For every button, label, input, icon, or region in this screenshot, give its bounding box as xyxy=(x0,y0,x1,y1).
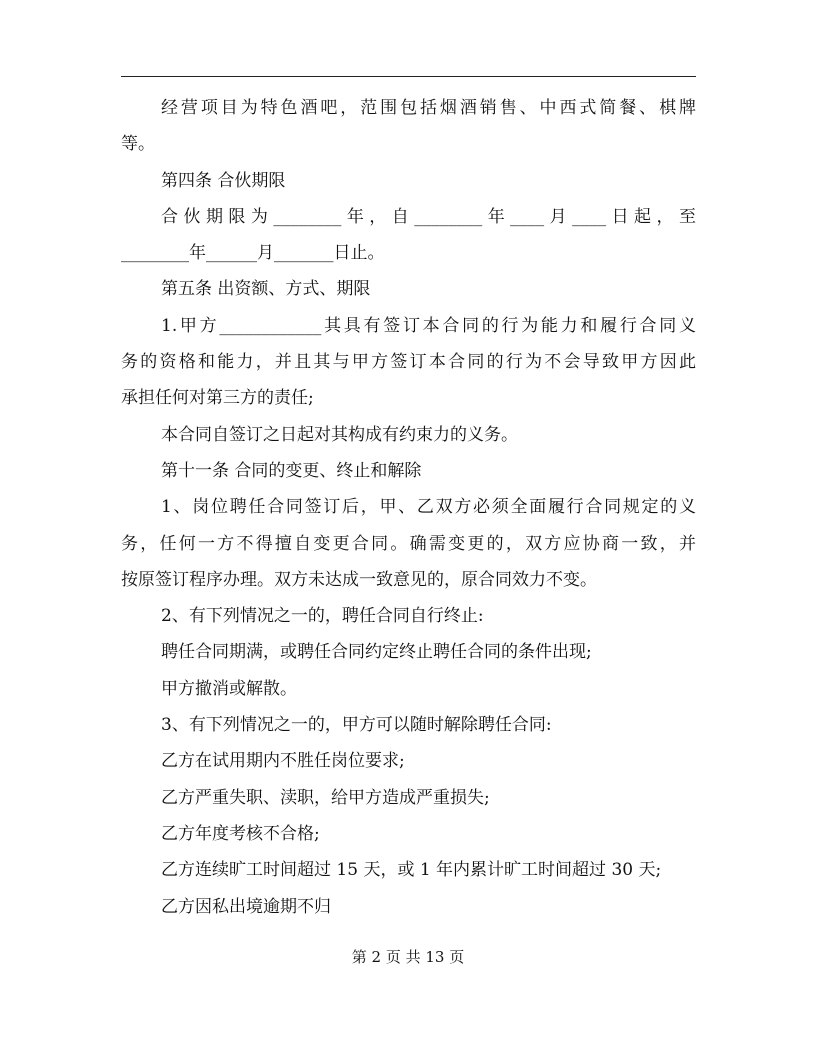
paragraph-line-16: 聘任合同期满，或聘任合同约定终止聘任合同的条件出现; xyxy=(161,642,592,663)
paragraph-line-15: 2、有下列情况之一的，聘任合同自行终止: xyxy=(161,606,484,627)
paragraph-line-4: 合伙期限为________年，自________年____月____日起，至 xyxy=(161,206,696,227)
paragraph-line-22: 乙方连续旷工时间超过 15 天，或 1 年内累计旷工时间超过 30 天; xyxy=(161,860,662,881)
paragraph-line-19: 乙方在试用期内不胜任岗位要求; xyxy=(161,751,405,772)
header-rule xyxy=(121,76,696,77)
page-number-footer: 第 2 页 共 13 页 xyxy=(351,948,465,966)
article-heading-5: 第五条 出资额、方式、期限 xyxy=(161,279,371,300)
paragraph-line-10: 本合同自签订之日起对其构成有约束力的义务。 xyxy=(161,424,518,445)
paragraph-line-12: 1、岗位聘任合同签订后，甲、乙双方必须全面履行合同规定的义 xyxy=(161,497,696,518)
paragraph-line-9: 承担任何对第三方的责任; xyxy=(121,388,314,409)
paragraph-line-14: 按原签订程序办理。双方未达成一致意见的，原合同效力不变。 xyxy=(121,569,597,590)
paragraph-line-8: 务的资格和能力，并且其与甲方签订本合同的行为不会导致甲方因此 xyxy=(121,352,696,373)
article-heading-4: 第四条 合伙期限 xyxy=(161,170,286,191)
paragraph-line-23: 乙方因私出境逾期不归 xyxy=(161,896,331,917)
paragraph-line-18: 3、有下列情况之一的，甲方可以随时解除聘任合同: xyxy=(161,715,552,736)
document-body xyxy=(121,90,696,925)
paragraph-line-7: 1.甲方____________其具有签订本合同的行为能力和履行合同义 xyxy=(161,315,696,336)
paragraph-line-1: 经营项目为特色酒吧，范围包括烟酒销售、中西式简餐、棋牌 xyxy=(161,98,696,118)
paragraph-line-17: 甲方撤消或解散。 xyxy=(161,678,297,699)
paragraph-line-5: ________年______月_______日止。 xyxy=(121,243,385,264)
paragraph-line-21: 乙方年度考核不合格; xyxy=(161,823,320,844)
article-heading-11: 第十一条 合同的变更、终止和解除 xyxy=(161,460,422,481)
paragraph-line-2: 等。 xyxy=(121,134,155,155)
paragraph-line-20: 乙方严重失职、渎职，给甲方造成严重损失; xyxy=(161,787,490,808)
paragraph-line-13: 务，任何一方不得擅自变更合同。确需变更的，双方应协商一致，并 xyxy=(121,533,696,554)
